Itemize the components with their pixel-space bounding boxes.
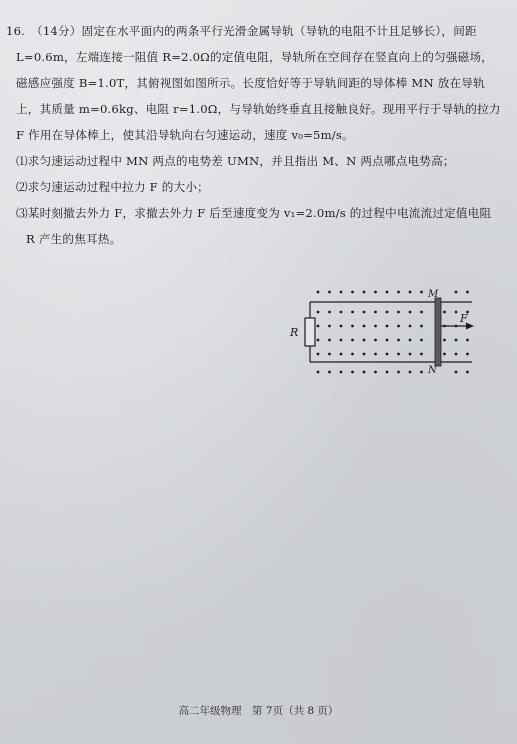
field-dot [386, 325, 389, 328]
field-dot [386, 291, 389, 294]
field-dot [420, 325, 423, 328]
field-dot [351, 353, 354, 356]
field-dot [443, 311, 446, 314]
field-dot [317, 339, 320, 342]
field-dot [328, 353, 331, 356]
field-dot [328, 311, 331, 314]
field-dot [328, 291, 331, 294]
problem-line-4: 上，其质量 m=0.6kg、电阻 r=1.0Ω，与导轨始终垂直且接触良好。现用平行于导轨的拉力 [16, 102, 501, 116]
force-label: F [460, 312, 468, 325]
field-dot [397, 325, 400, 328]
question-1: ⑴求匀速运动过程中 MN 两点的电势差 UMN，并且指出 M、N 两点哪点电势高； [16, 154, 455, 168]
field-dot [351, 311, 354, 314]
field-dot [420, 291, 423, 294]
field-dot [455, 353, 458, 356]
field-dot [397, 291, 400, 294]
problem-line-3: 磁感应强度 B=1.0T，其俯视图如图所示。长度恰好等于导轨间距的导体棒 MN 放在导轨 [16, 76, 485, 90]
field-dot [455, 371, 458, 374]
field-dot [397, 353, 400, 356]
field-dot [386, 371, 389, 374]
field-dot [466, 339, 469, 342]
field-dot [363, 371, 366, 374]
field-dot [386, 311, 389, 314]
field-dot [340, 311, 343, 314]
field-dot [340, 325, 343, 328]
conductor-rod [435, 298, 441, 366]
problem-16 [6, 18, 502, 252]
resistor-label: R [290, 326, 299, 339]
field-dot [363, 291, 366, 294]
field-dot [317, 291, 320, 294]
resistor-icon [305, 318, 315, 346]
field-dot [443, 353, 446, 356]
magnetic-field-dots [317, 291, 469, 374]
field-dot [455, 311, 458, 314]
field-dot [328, 371, 331, 374]
field-dot [397, 371, 400, 374]
field-dot [443, 339, 446, 342]
field-dot [420, 353, 423, 356]
field-dot [466, 371, 469, 374]
problem-text-1: 固定在水平面内的两条平行光滑金属导轨（导轨的电阻不计且足够长），间距 [81, 24, 477, 38]
field-dot [455, 291, 458, 294]
field-dot [374, 291, 377, 294]
field-dot [363, 311, 366, 314]
field-dot [409, 339, 412, 342]
question-2: ⑵求匀速运动过程中拉力 F 的大小； [16, 180, 209, 194]
question-3-cont: R 产生的焦耳热。 [26, 232, 122, 246]
field-dot [317, 353, 320, 356]
field-dot [455, 339, 458, 342]
field-dot [340, 291, 343, 294]
field-dot [409, 291, 412, 294]
field-dot [409, 325, 412, 328]
page-footer: 高二年级物理 第 7页（共 8 页） [178, 705, 339, 717]
field-dot [386, 353, 389, 356]
field-dot [363, 325, 366, 328]
field-dot [397, 339, 400, 342]
problem-line-1 [6, 18, 502, 44]
field-dot [328, 339, 331, 342]
field-dot [374, 325, 377, 328]
field-dot [340, 353, 343, 356]
field-dot [374, 371, 377, 374]
field-dot [466, 291, 469, 294]
field-dot [340, 371, 343, 374]
circuit-diagram [288, 286, 484, 374]
problem-number: 16. [6, 24, 26, 38]
field-dot [374, 339, 377, 342]
field-dot [317, 371, 320, 374]
field-dot [466, 353, 469, 356]
field-dot [409, 311, 412, 314]
problem-line-2: L=0.6m，左端连接一阻值 R=2.0Ω的定值电阻，导轨所在空间存在竖直向上的匀强磁场， [16, 50, 494, 64]
field-dot [374, 311, 377, 314]
field-dot [420, 371, 423, 374]
field-dot [386, 339, 389, 342]
rod-top-label: M [428, 289, 439, 300]
field-dot [374, 353, 377, 356]
field-dot [317, 311, 320, 314]
field-dot [363, 339, 366, 342]
field-dot [317, 325, 320, 328]
field-dot [328, 325, 331, 328]
field-dot [420, 339, 423, 342]
rod-bottom-label: N [428, 365, 437, 374]
field-dot [340, 339, 343, 342]
problem-score: （14分） [31, 24, 82, 38]
field-dot [351, 325, 354, 328]
field-dot [409, 353, 412, 356]
field-dot [409, 371, 412, 374]
field-dot [420, 311, 423, 314]
field-dot [363, 353, 366, 356]
field-dot [351, 339, 354, 342]
problem-line-5: F 作用在导体棒上，使其沿导轨向右匀速运动，速度 v₀=5m/s。 [16, 128, 354, 142]
question-3: ⑶某时刻撤去外力 F，求撤去外力 F 后至速度变为 v₁=2.0m/s 的过程中电流流过定值电阻 [16, 206, 492, 220]
field-dot [351, 371, 354, 374]
field-dot [397, 311, 400, 314]
field-dot [351, 291, 354, 294]
